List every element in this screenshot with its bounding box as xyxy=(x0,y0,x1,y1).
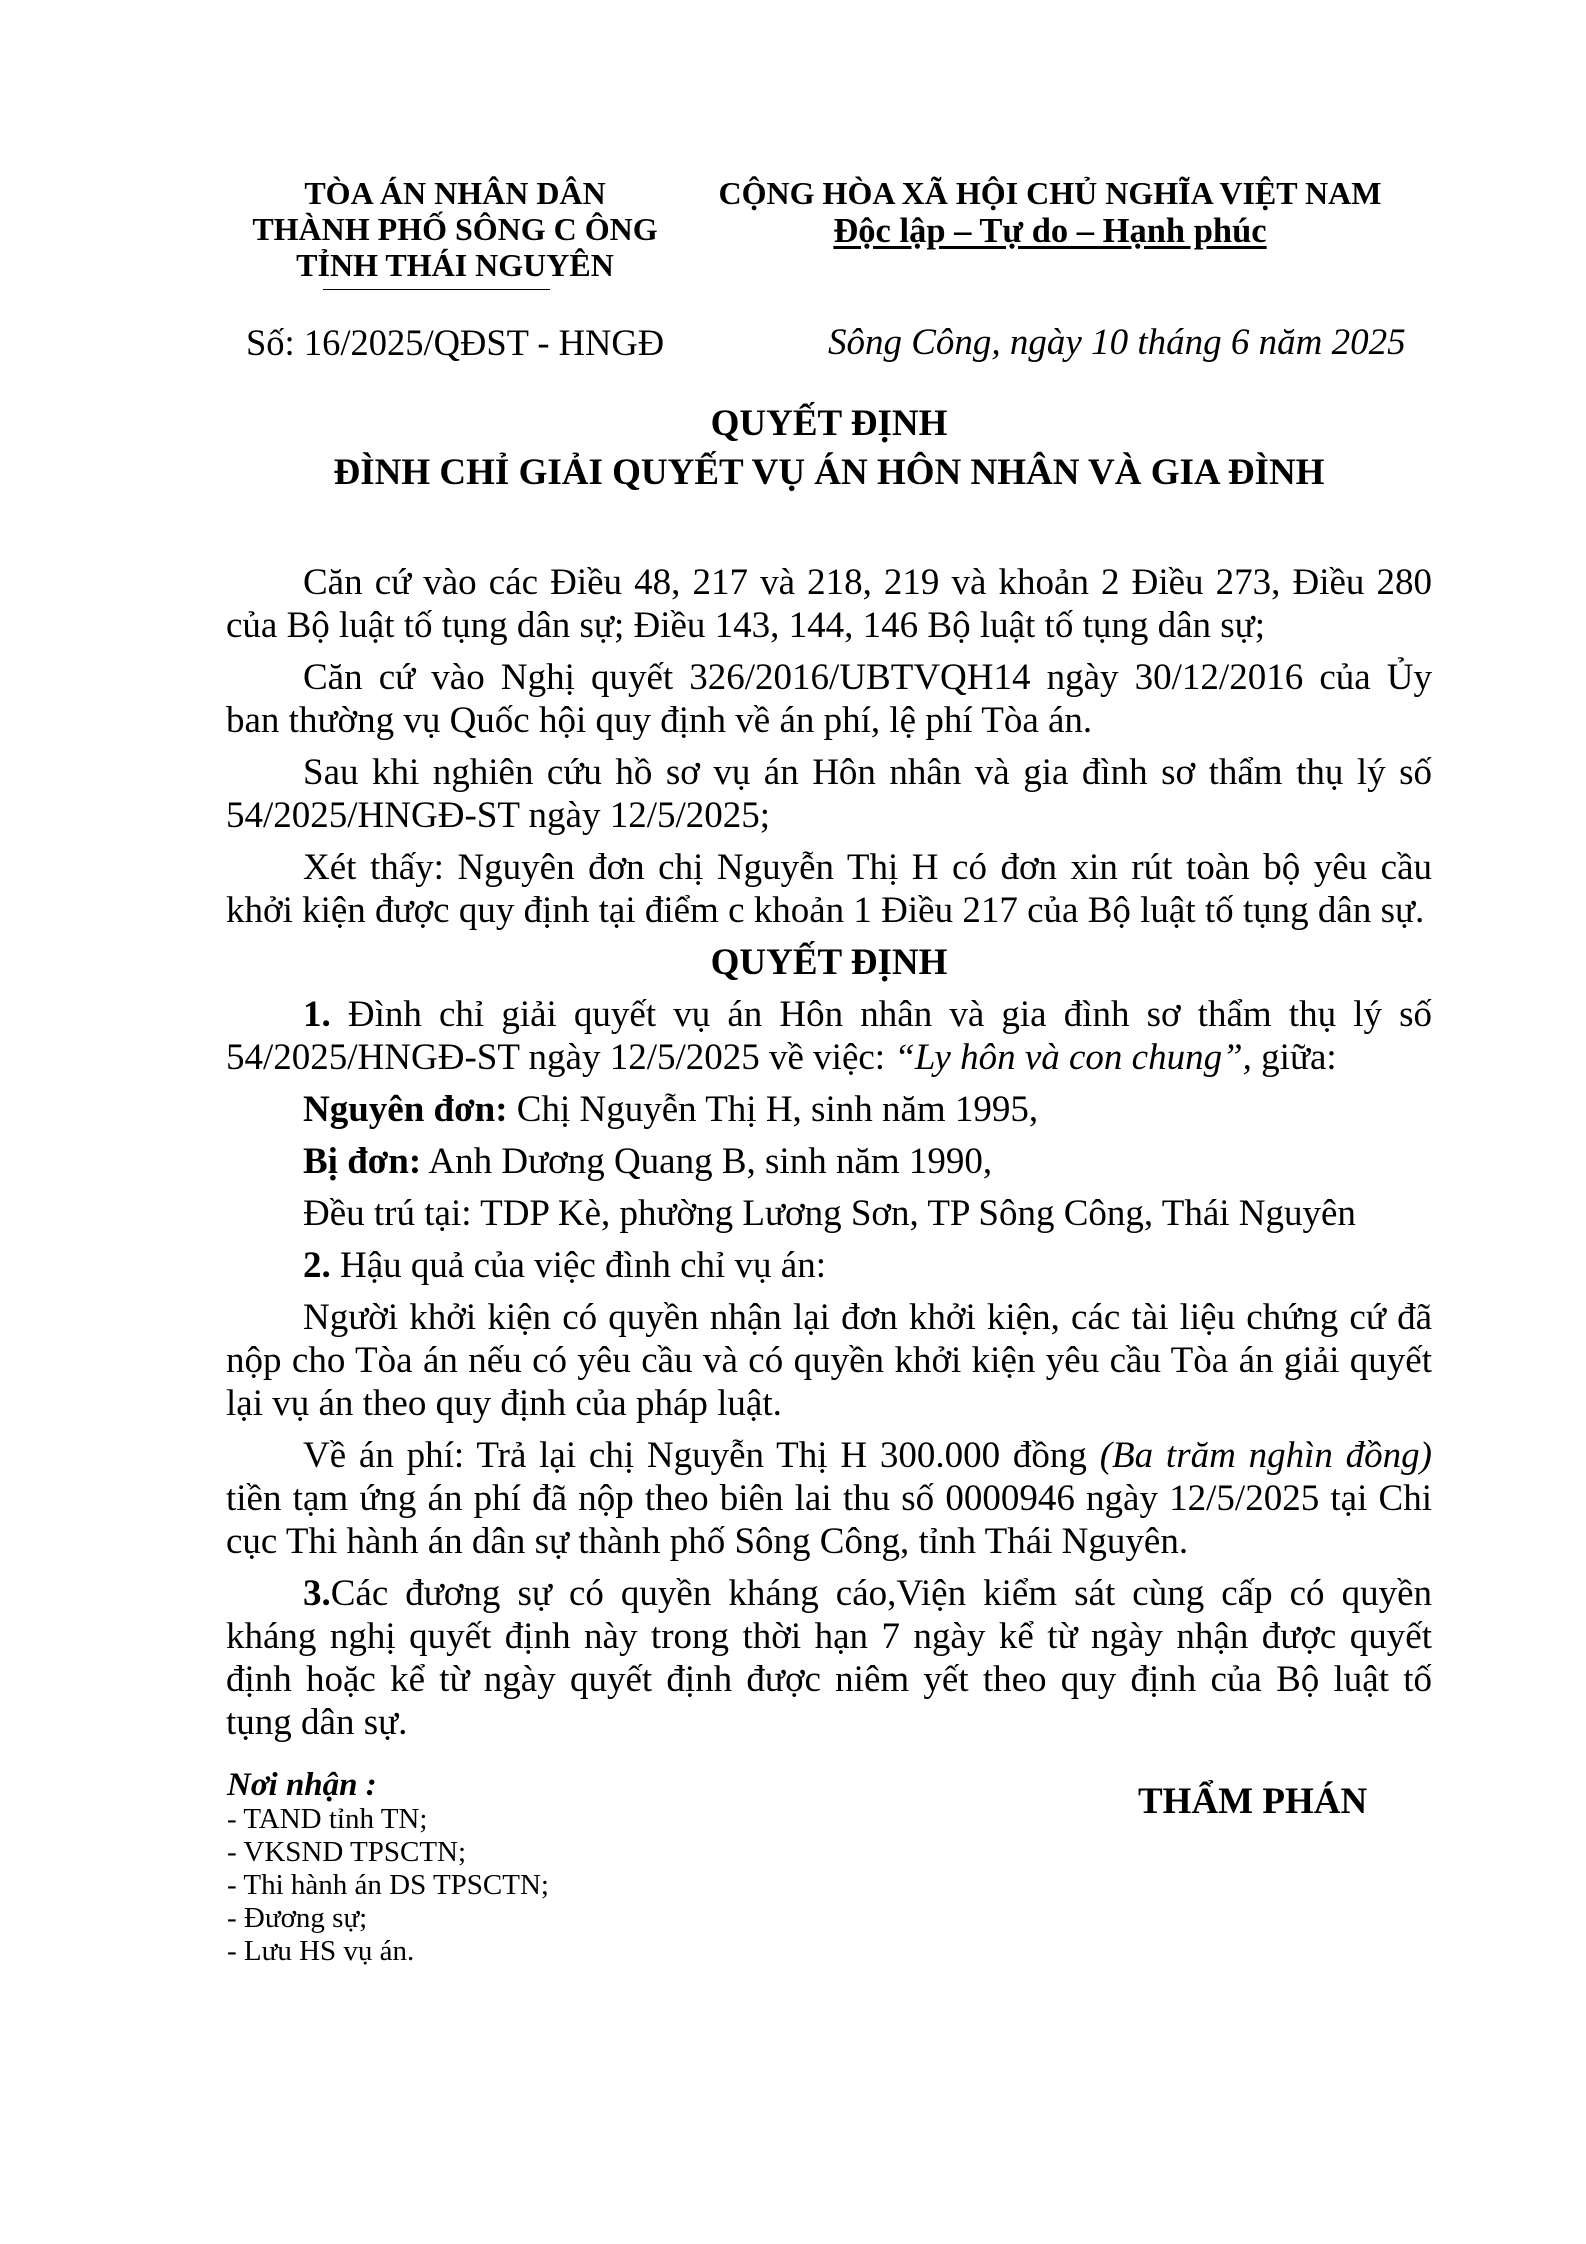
text-line: khởi kiện được quy định tại điểm c khoản 1 Điều 217 của Bộ luật tố tụng dân sự. xyxy=(226,890,1425,931)
court-name-divider xyxy=(323,289,550,290)
court-name-line: THÀNH PHỐ SÔNG C ÔNG xyxy=(252,211,658,247)
text-line: Sau khi nghiên cứu hồ sơ vụ án Hôn nhân và gia đình sơ thẩm thụ lý số xyxy=(303,752,1432,793)
case-review-paragraph xyxy=(226,751,1432,837)
text-line: lại vụ án theo quy định của pháp luật. xyxy=(226,1383,782,1424)
consequence-paragraph xyxy=(226,1296,1432,1425)
text-line xyxy=(226,1036,1432,1079)
recipient-item: - VKSND TPSCTN; xyxy=(227,1836,467,1868)
item-text: giữa: xyxy=(1251,1037,1337,1078)
text-line: định hoặc kể từ ngày quyết định được niêm yết theo quy định của Bộ luật tố xyxy=(226,1659,1432,1700)
court-name-line: TỈNH THÁI NGUYÊN xyxy=(296,247,614,283)
text-line: Người khởi kiện có quyền nhận lại đơn khởi kiện, các tài liệu chứng cứ đã xyxy=(303,1297,1432,1338)
text-line xyxy=(226,993,1432,1036)
text-line: Đều trú tại: TDP Kè, phường Lương Sơn, TP Sông Công, Thái Nguyên xyxy=(303,1193,1356,1234)
subtitle-line: ĐÌNH CHỈ GIẢI QUYẾT VỤ ÁN HÔN NHÂN VÀ GIA ĐÌNH xyxy=(333,452,1325,493)
party-label: Bị đơn: xyxy=(303,1141,422,1182)
document-body xyxy=(226,561,1432,1753)
title-line: QUYẾT ĐỊNH xyxy=(710,403,948,444)
item-number: 1. xyxy=(303,994,331,1035)
court-fee-paragraph xyxy=(226,1434,1432,1563)
text-line: tụng dân sự. xyxy=(226,1702,408,1743)
court-name-block xyxy=(245,175,665,283)
decision-item-2 xyxy=(226,1244,1432,1287)
item-text: Đình chỉ giải quyết vụ án Hôn nhân và gia đình sơ thẩm thụ lý số xyxy=(330,994,1432,1035)
party-value: Chị Nguyễn Thị H, sinh năm 1995, xyxy=(507,1089,1039,1130)
place-and-date: Sông Công, ngày 10 tháng 6 năm 2025 xyxy=(828,322,1406,363)
text-line: kháng nghị quyết định này trong thời hạn 7 ngày kể từ ngày nhận được quyết xyxy=(226,1616,1432,1657)
text-line xyxy=(226,1088,1432,1131)
legal-basis-paragraph xyxy=(226,656,1432,742)
recipient-item: - TAND tỉnh TN; xyxy=(227,1803,428,1835)
plaintiff-line xyxy=(226,1088,1432,1131)
recipients-list xyxy=(227,1803,549,1968)
text-line: ban thường vụ Quốc hội quy định về án phí, lệ phí Tòa án. xyxy=(226,700,1093,741)
fee-amount-in-words: (Ba trăm nghìn đồng) xyxy=(1099,1435,1432,1476)
legal-basis-paragraph xyxy=(226,561,1432,647)
text-line: cục Thi hành án dân sự thành phố Sông Công, tỉnh Thái Nguyên. xyxy=(226,1521,1189,1562)
decision-item-3 xyxy=(226,1572,1432,1744)
signature-title: THẨM PHÁN xyxy=(1138,1781,1368,1822)
national-motto: Độc lập – Tự do – Hạnh phúc xyxy=(833,212,1267,250)
text-line xyxy=(226,1572,1432,1615)
recipients-block xyxy=(227,1767,549,1968)
recipient-item: - Đương sự; xyxy=(227,1902,368,1934)
recipients-label: Nơi nhận : xyxy=(227,1767,377,1803)
text-line: Xét thấy: Nguyên đơn chị Nguyễn Thị H có đơn xin rút toàn bộ yêu cầu xyxy=(303,847,1432,888)
text-line: 54/2025/HNGĐ-ST ngày 12/5/2025; xyxy=(226,795,771,836)
text-line xyxy=(226,1244,1432,1287)
national-title-block xyxy=(700,175,1400,251)
recipient-item: - Lưu HS vụ án. xyxy=(227,1935,415,1967)
text-line: của Bộ luật tố tụng dân sự; Điều 143, 144, 146 Bộ luật tố tụng dân sự; xyxy=(226,605,1266,646)
findings-paragraph xyxy=(226,846,1432,932)
text-line: Căn cứ vào các Điều 48, 217 và 218, 219 và khoản 2 Điều 273, Điều 280 xyxy=(303,562,1432,603)
item-number: 2. xyxy=(303,1245,331,1286)
decision-heading: QUYẾT ĐỊNH xyxy=(710,942,948,983)
text-line xyxy=(226,1434,1432,1477)
item-text: Các đương sự có quyền kháng cáo,Viện kiểm sát cùng cấp có quyền xyxy=(330,1573,1432,1614)
item-text: Hậu quả của việc đình chỉ vụ án: xyxy=(330,1245,826,1286)
recipient-item: - Thi hành án DS TPSCTN; xyxy=(227,1869,549,1901)
fee-text: Về án phí: Trả lại chị Nguyễn Thị H 300.000 đồng xyxy=(303,1435,1100,1476)
text-line: Căn cứ vào Nghị quyết 326/2016/UBTVQH14 ngày 30/12/2016 của Ủy xyxy=(303,657,1432,698)
text-line: tiền tạm ứng án phí đã nộp theo biên lai thu số 0000946 ngày 12/5/2025 tại Chi xyxy=(226,1478,1432,1519)
item-number: 3. xyxy=(303,1573,331,1614)
document-title xyxy=(226,402,1432,494)
party-label: Nguyên đơn: xyxy=(303,1089,508,1130)
case-subject: “Ly hôn và con chung”, xyxy=(894,1037,1252,1078)
residence-line xyxy=(226,1192,1432,1235)
national-title: CỘNG HÒA XÃ HỘI CHỦ NGHĨA VIỆT NAM xyxy=(718,175,1382,211)
text-line: nộp cho Tòa án nếu có yêu cầu và có quyền khởi kiện yêu cầu Tòa án giải quyết xyxy=(226,1340,1432,1381)
text-line xyxy=(226,1140,1432,1183)
court-name-line: TÒA ÁN NHÂN DÂN xyxy=(304,175,606,211)
decision-item-1 xyxy=(226,993,1432,1079)
item-text: 54/2025/HNGĐ-ST ngày 12/5/2025 về việc: xyxy=(226,1037,895,1078)
party-value: Anh Dương Quang B, sinh năm 1990, xyxy=(421,1141,993,1182)
document-number: Số: 16/2025/QĐST - HNGĐ xyxy=(246,322,665,363)
defendant-line xyxy=(226,1140,1432,1183)
